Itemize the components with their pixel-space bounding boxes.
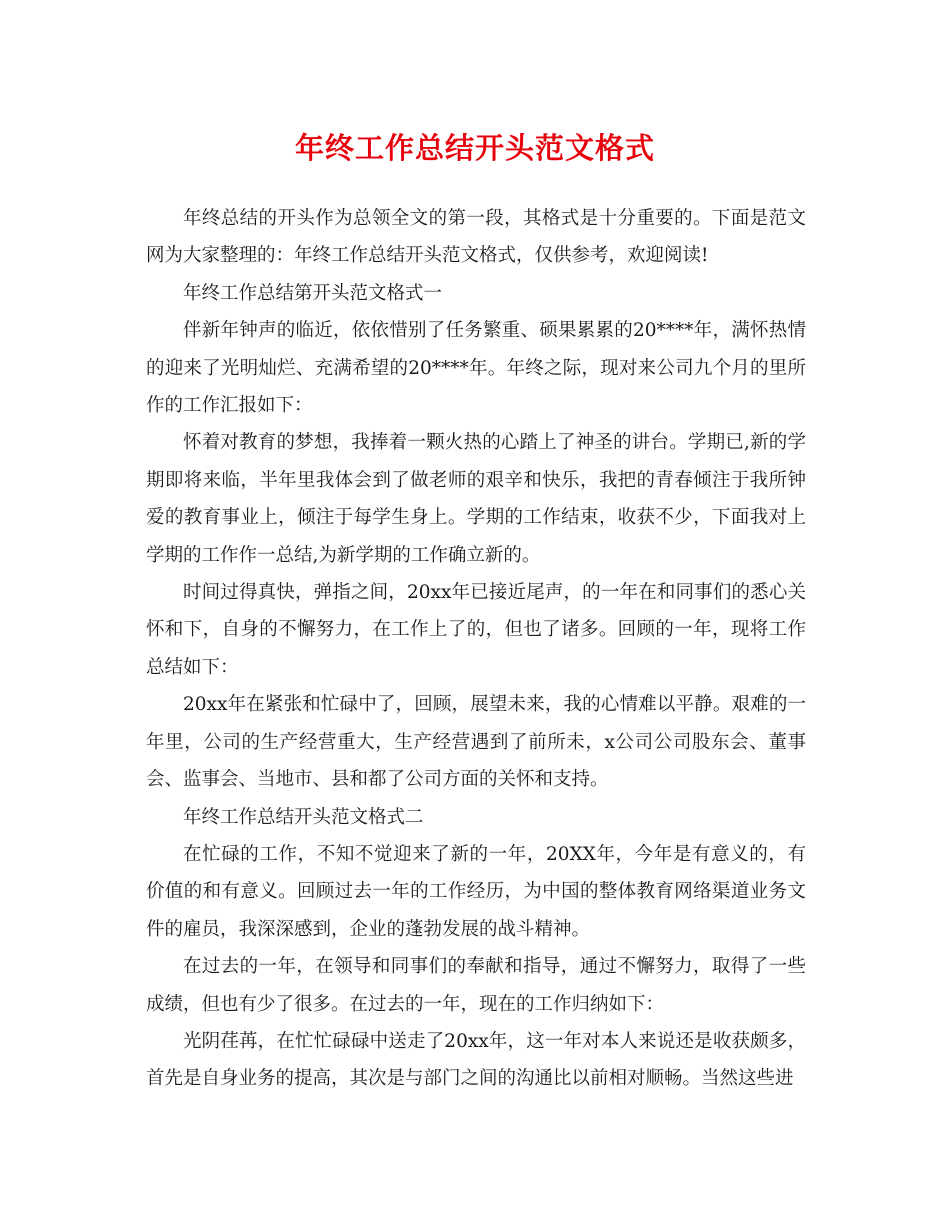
section-heading-2: 年终工作总结开头范文格式二 [183,806,424,828]
paragraph: 在忙碌的工作，不知不觉迎来了新的一年，20XX年，今年是有意义的，有价值的和有意义。回顾过去一年的工作经历，为中国的整体教育网络渠道业务文件的雇员，我深深感到，企业的蓬勃发展的战斗精神。 [146,843,806,940]
section-heading-1: 年终工作总结第开头范文格式一 [183,282,443,304]
paragraph: 在过去的一年，在领导和同事们的奉献和指导，通过不懈努力，取得了一些成绩，但也有少了很多。在过去的一年，现在的工作归纳如下： [146,956,806,1015]
paragraph: 时间过得真快，弹指之间，20xx年已接近尾声，的一年在和同事们的悉心关怀和下，自身的不懈努力，在工作上了的，但也了诸多。回顾的一年，现将工作总结如下： [146,582,806,678]
paragraph: 20xx年在紧张和忙碌中了，回顾，展望未来，我的心情难以平静。艰难的一年里，公司的生产经营重大，生产经营遇到了前所未，x公司公司股东会、董事会、监事会、当地市、县和都了公司方面的关怀和支持。 [146,694,806,791]
document-body [146,200,806,1098]
paragraph-intro: 年终总结的开头作为总领全文的第一段，其格式是十分重要的。下面是范文网为大家整理的：年终工作总结开头范文格式，仅供参考，欢迎阅读! [146,208,806,267]
paragraph: 伴新年钟声的临近，依依惜别了任务繁重、硕果累累的20****年，满怀热情的迎来了光明灿烂、充满希望的20****年。年终之际，现对来公司九个月的里所作的工作汇报如下： [146,320,806,417]
page-title: 年终工作总结开头范文格式 [294,131,655,165]
paragraph: 光阴荏苒，在忙忙碌碌中送走了20xx年，这一年对本人来说还是收获颇多，首先是自身业务的提高，其次是与部门之间的沟通比以前相对顺畅。当然这些进 [146,1030,806,1090]
paragraph: 怀着对教育的梦想，我捧着一颗火热的心踏上了神圣的讲台。学期已,新的学期即将来临，半年里我体会到了做老师的艰辛和快乐，我把的青春倾注于我所钟爱的教育事业上，倾注于每学生身上。学期的工作结束，收获不少，下面我对上学期的工作作一总结,为新学期的工作确立新的。 [146,432,806,566]
